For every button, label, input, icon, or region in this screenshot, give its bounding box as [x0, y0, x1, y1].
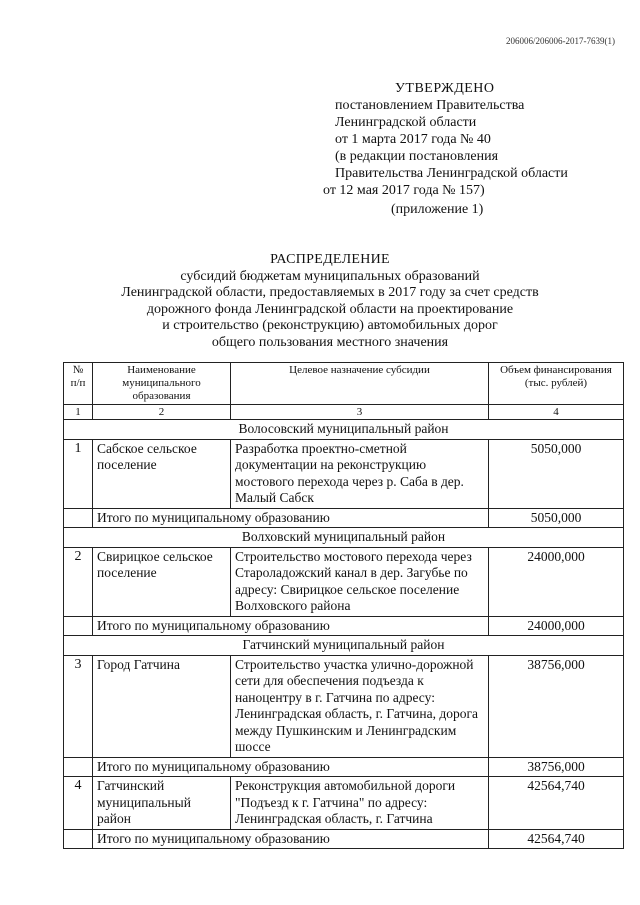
row-amount: 24000,000	[489, 547, 624, 616]
column-number: 4	[489, 405, 624, 420]
title-main: РАСПРЕДЕЛЕНИЕ	[270, 252, 390, 267]
total-label: Итого по муниципальному образованию	[93, 508, 489, 528]
row-purpose: Строительство мостового перехода через Староладожский канал в дер. Загубье по адресу: Свирицкое сельское поселение Волховского района	[231, 547, 489, 616]
row-amount: 38756,000	[489, 655, 624, 757]
total-label: Итого по муниципальному образованию	[93, 616, 489, 636]
approval-line: Ленинградской области	[335, 115, 477, 130]
row-num: 3	[64, 655, 93, 757]
title-line: Ленинградской области, предоставляемых в 2017 году за счет средств	[121, 285, 539, 300]
row-name: Город Гатчина	[93, 655, 231, 757]
column-number: 1	[64, 405, 93, 420]
document-number: 206006/206006-2017-7639(1)	[506, 36, 615, 46]
table-header-row	[64, 363, 624, 405]
approval-heading: УТВЕРЖДЕНО	[395, 81, 495, 96]
row-amount: 5050,000	[489, 439, 624, 508]
district-name: Волосовский муниципальный район	[64, 420, 624, 440]
title-line: и строительство (реконструкцию) автомобильных дорог	[162, 318, 498, 333]
total-label: Итого по муниципальному образованию	[93, 829, 489, 849]
row-amount: 42564,740	[489, 777, 624, 830]
approval-line: от 1 марта 2017 года № 40	[335, 132, 491, 147]
district-row	[64, 636, 624, 656]
title-line: общего пользования местного значения	[211, 334, 449, 350]
row-purpose: Разработка проектно-сметной документации на реконструкцию мостового перехода через р. Саба в дер. Малый Сабск	[231, 439, 489, 508]
table-row	[64, 547, 624, 616]
table-row	[64, 777, 624, 830]
total-amount: 24000,000	[489, 616, 624, 636]
district-name: Гатчинский муниципальный район	[64, 636, 624, 656]
total-amount: 42564,740	[489, 829, 624, 849]
total-row	[64, 829, 624, 849]
title-line: дорожного фонда Ленинградской области на проектирование	[146, 301, 514, 317]
district-row	[64, 420, 624, 440]
total-row	[64, 508, 624, 528]
district-name: Волховский муниципальный район	[64, 528, 624, 548]
table-row	[64, 655, 624, 757]
row-num: 1	[64, 439, 93, 508]
header-amount: Объем финансирования (тыс. рублей)	[489, 363, 624, 405]
approval-block	[323, 80, 625, 218]
header-name: Наименование муниципального образования	[93, 363, 231, 405]
table-row	[64, 439, 624, 508]
total-amount: 38756,000	[489, 757, 624, 777]
total-row	[64, 757, 624, 777]
header-purpose: Целевое назначение субсидии	[231, 363, 489, 405]
row-purpose: Строительство участка улично-дорожной сети для обеспечения подъезда к наноцентру в г. Гатчина по адресу: Ленинградская область, г. Гатчина, дорога между Пушкинским и Ленинградским шоссе	[231, 655, 489, 757]
header-num: № п/п	[64, 363, 93, 405]
row-name: Свирицкое сельское поселение	[93, 547, 231, 616]
approval-line: Правительства Ленинградской области	[335, 166, 568, 181]
appendix-label: (приложение 1)	[391, 202, 484, 217]
subsidy-table	[63, 362, 624, 849]
row-name: Гатчинский муниципальный район	[93, 777, 231, 830]
district-row	[64, 528, 624, 548]
total-label: Итого по муниципальному образованию	[93, 757, 489, 777]
column-number: 2	[93, 405, 231, 420]
approval-line: (в редакции постановления	[335, 149, 499, 164]
approval-date-line: от 12 мая 2017 года № 157)	[323, 183, 485, 198]
row-name: Сабское сельское поселение	[93, 439, 231, 508]
column-number: 3	[231, 405, 489, 420]
row-num: 4	[64, 777, 93, 830]
row-purpose: Реконструкция автомобильной дороги "Подъезд к г. Гатчина" по адресу: Ленинградская область, г. Гатчина	[231, 777, 489, 830]
total-row	[64, 616, 624, 636]
column-numbers-row	[64, 405, 624, 420]
row-num: 2	[64, 547, 93, 616]
title-line: субсидий бюджетам муниципальных образований	[180, 268, 480, 284]
document-title	[90, 252, 570, 351]
approval-line: постановлением Правительства	[335, 98, 525, 113]
total-amount: 5050,000	[489, 508, 624, 528]
